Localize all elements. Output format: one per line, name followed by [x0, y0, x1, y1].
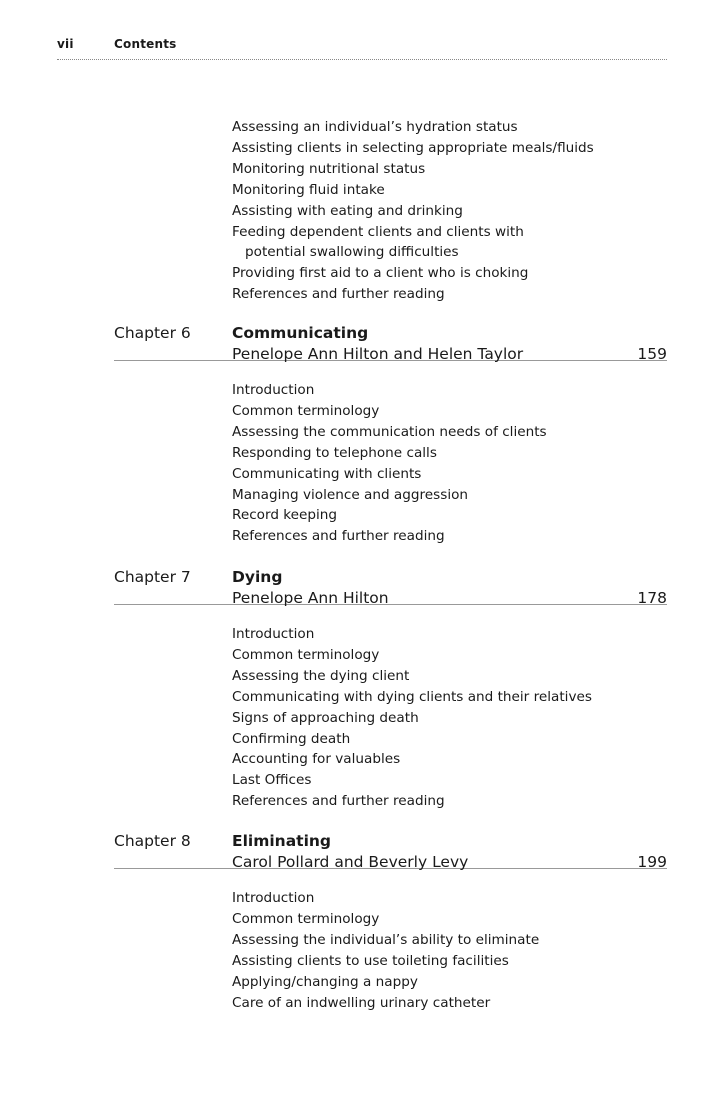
list-item: Record keeping [232, 507, 338, 524]
chapter-page-number: 199 [637, 853, 667, 871]
chapter-authors: Carol Pollard and Beverly Levy [232, 853, 469, 871]
chapter-title: Communicating [232, 324, 369, 342]
list-item-continuation: potential swallowing difficulties [245, 244, 459, 261]
chapter-page-number: 159 [637, 345, 667, 363]
list-item: References and further reading [232, 793, 445, 810]
chapter-label: Chapter 7 [114, 568, 191, 586]
list-item: Providing first aid to a client who is choking [232, 265, 529, 282]
chapter-heading-8 [114, 831, 667, 869]
list-item: Assessing the communication needs of clients [232, 423, 547, 440]
chapter-heading-6 [114, 323, 667, 361]
list-item: Common terminology [232, 402, 380, 419]
list-item: Feeding dependent clients and clients with [232, 223, 524, 240]
chapter-heading-7 [114, 567, 667, 605]
list-item: Assessing the dying client [232, 667, 410, 684]
list-item: Confirming death [232, 730, 351, 747]
list-item: Care of an indwelling urinary catheter [232, 994, 491, 1011]
list-item: Communicating with clients [232, 465, 422, 482]
chapter-title: Eliminating [232, 832, 332, 850]
header-rule [57, 59, 667, 60]
list-item: Introduction [232, 626, 315, 642]
chapter-7-items [232, 624, 592, 812]
chapter-8-items [232, 888, 539, 1013]
chapter-authors: Penelope Ann Hilton [232, 589, 389, 607]
list-item: Last Offices [232, 772, 312, 789]
list-item: Signs of approaching death [232, 709, 419, 726]
list-item: Assessing an individual’s hydration status [232, 119, 518, 135]
list-item: Accounting for valuables [232, 751, 401, 768]
chapter-6-items [232, 380, 547, 547]
list-item: Introduction [232, 890, 315, 906]
chapter-title: Dying [232, 568, 283, 586]
list-item: Communicating with dying clients and their relatives [232, 688, 592, 705]
list-item: Common terminology [232, 646, 380, 663]
list-item: Managing violence and aggression [232, 486, 469, 503]
chapter-label: Chapter 6 [114, 324, 191, 342]
chapter-page-number: 178 [637, 589, 667, 607]
list-item: Common terminology [232, 910, 380, 927]
list-item: References and further reading [232, 528, 445, 545]
chapter-label: Chapter 8 [114, 832, 191, 850]
list-item: Introduction [232, 382, 315, 398]
list-item: References and further reading [232, 286, 445, 303]
list-item: Assisting with eating and drinking [232, 202, 463, 219]
list-item: Monitoring fluid intake [232, 181, 385, 198]
list-item: Monitoring nutritional status [232, 160, 426, 177]
chapter-authors: Penelope Ann Hilton and Helen Taylor [232, 345, 524, 363]
list-item: Assisting clients in selecting appropriate meals/fluids [232, 139, 594, 156]
list-item: Assessing the individual’s ability to eliminate [232, 931, 540, 948]
list-item: Assisting clients to use toileting facilities [232, 952, 509, 969]
list-item: Applying/changing a nappy [232, 973, 418, 990]
running-header-title: Contents [114, 37, 177, 51]
continued-items-list [232, 117, 594, 305]
page-number: vii [57, 37, 74, 51]
list-item: Responding to telephone calls [232, 444, 437, 461]
